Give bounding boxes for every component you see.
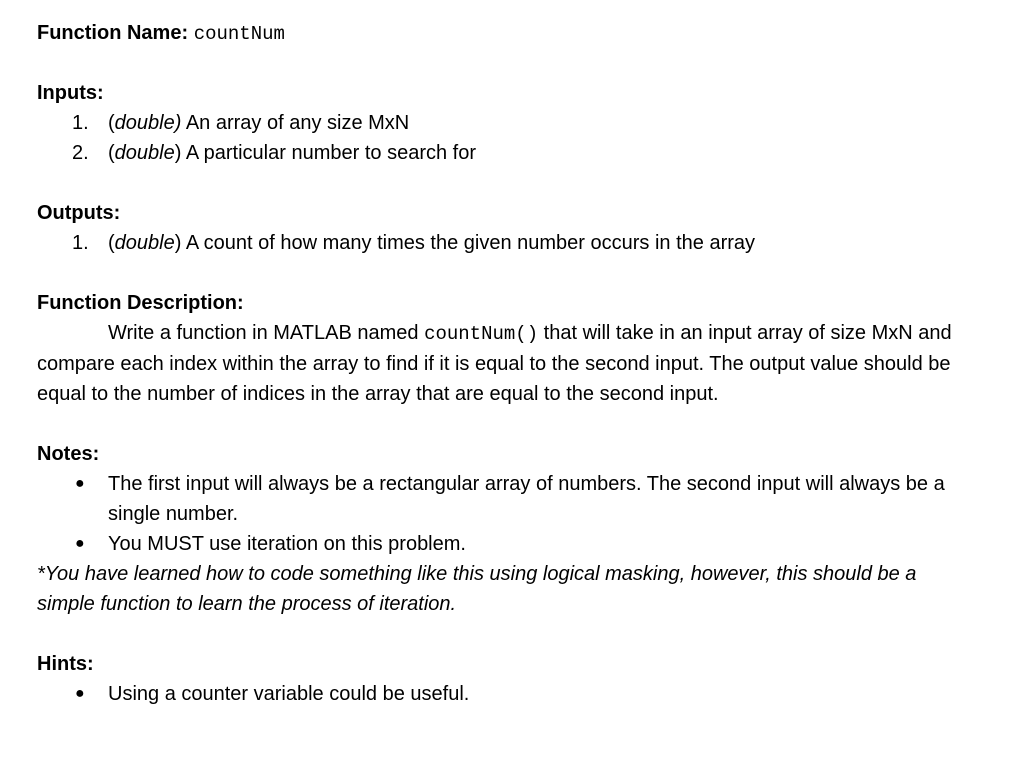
input-item: 1. (double) An array of any size MxN bbox=[37, 108, 987, 138]
spacer bbox=[37, 619, 987, 649]
outputs-heading: Outputs: bbox=[37, 202, 121, 224]
list-number: 2. bbox=[72, 142, 89, 164]
function-code: countNum() bbox=[424, 323, 539, 345]
notes-heading: Notes: bbox=[37, 443, 100, 465]
spacer bbox=[37, 168, 987, 198]
spacer bbox=[37, 48, 987, 78]
input-item: 2. (double) A particular number to search for bbox=[37, 138, 987, 168]
output-item: 1. (double) A count of how many times the given number occurs in the array bbox=[37, 228, 987, 258]
note-item bbox=[37, 529, 987, 559]
function-name-label: Function Name: bbox=[37, 22, 189, 44]
type-label: double bbox=[114, 232, 175, 254]
list-number: 1. bbox=[72, 232, 89, 254]
italic-note: *You have learned how to code something like this using logical masking, however, this should be a simple function to learn the process of iteration. bbox=[37, 563, 917, 615]
note-text: You MUST use iteration on this problem. bbox=[108, 533, 466, 555]
type-label: double bbox=[114, 142, 175, 164]
description-paragraph: Write a function in MATLAB named countNum() that will take in an input array of size MxN and compare each index within the array to find if it is equal to the second input. The output value should be equal to the number of indices in the array that are equal to the second input. bbox=[37, 322, 952, 405]
note-text: The first input will always be a rectangular array of numbers. The second input will always be a single number. bbox=[108, 473, 945, 525]
list-number: 1. bbox=[72, 112, 89, 134]
hint-item bbox=[37, 679, 987, 709]
bullet-icon: ● bbox=[75, 535, 85, 552]
hint-text: Using a counter variable could be useful. bbox=[108, 683, 470, 705]
spacer bbox=[37, 409, 987, 439]
inputs-heading: Inputs: bbox=[37, 82, 104, 104]
document-page bbox=[37, 18, 987, 709]
output-description: A count of how many times the given number occurs in the array bbox=[181, 232, 756, 254]
bullet-icon: ● bbox=[75, 685, 85, 702]
function-name-line bbox=[37, 18, 987, 48]
hints-heading: Hints: bbox=[37, 653, 94, 675]
input-description: An array of any size MxN bbox=[181, 112, 410, 134]
spacer bbox=[37, 258, 987, 288]
description-heading: Function Description: bbox=[37, 292, 244, 314]
input-description: A particular number to search for bbox=[181, 142, 476, 164]
note-item bbox=[37, 469, 987, 529]
type-label: double) bbox=[114, 112, 182, 134]
bullet-icon: ● bbox=[75, 475, 85, 492]
function-name-value: countNum bbox=[193, 23, 285, 45]
